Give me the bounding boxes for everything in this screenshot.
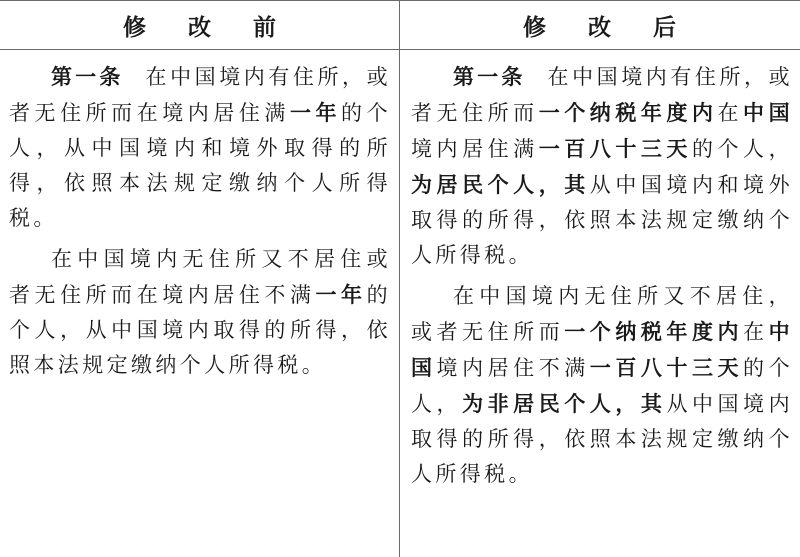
text-run: 从中国境内取得的所得，依照本法规定缴纳个人所得税。 xyxy=(411,392,794,486)
paragraph-after-1 xyxy=(411,59,793,273)
bold-text: 一个纳税年度内 xyxy=(564,319,744,344)
bold-text: 一个纳税年度内 xyxy=(538,100,718,125)
text-run: 在中国境内有住所，或者无住所而在境内居住满 xyxy=(9,65,391,125)
paragraph-before-1 xyxy=(9,59,391,236)
text-run: 的个人， xyxy=(691,137,793,161)
text-run: 境内居住满 xyxy=(411,137,539,161)
header-before: 修 改 前 xyxy=(122,13,293,41)
article-number: 第一条 xyxy=(453,64,526,89)
text-run: 境内居住不满 xyxy=(436,356,590,380)
header-rule xyxy=(0,49,800,50)
column-before xyxy=(9,59,391,389)
bold-text: 一年 xyxy=(315,282,367,307)
bold-text: 一百八十三天 xyxy=(538,136,692,161)
text-run: 在 xyxy=(743,320,769,344)
bold-text: 一百八十三天 xyxy=(589,355,744,380)
text-run: 在 xyxy=(717,101,744,125)
text-run: 在中国境内无住所又不居住，或者无住所而 xyxy=(411,284,793,344)
paragraph-before-2 xyxy=(9,242,391,383)
bold-text: 一年 xyxy=(289,100,342,125)
text-run: 从中国境内和境外取得的所得，依照本法规定缴纳个人所得税。 xyxy=(411,173,793,267)
column-after xyxy=(411,59,793,498)
text-run: 的个人，从中国境内取得的所得，依照本法规定缴纳个人所得税。 xyxy=(9,283,391,377)
text-run: 的个人， xyxy=(411,356,793,416)
paragraph-after-2 xyxy=(411,279,793,492)
bold-text: 为非居民个人，其 xyxy=(462,391,667,416)
text-run: 在中国境内无住所又不居住或者无住所而在境内居住不满 xyxy=(9,247,391,307)
bold-text: 中国 xyxy=(411,319,793,380)
column-divider xyxy=(399,1,400,557)
text-run: 在中国境内有住所，或者无住所而 xyxy=(411,65,793,125)
article-number: 第一条 xyxy=(51,64,124,89)
text-run: 的个人，从中国境内和境外取得的所得，依照本法规定缴纳个人所得税。 xyxy=(9,101,391,230)
bold-text: 为居民个人，其 xyxy=(411,172,590,197)
bold-text: 中国 xyxy=(743,100,793,125)
header-after: 修 改 后 xyxy=(522,13,693,41)
